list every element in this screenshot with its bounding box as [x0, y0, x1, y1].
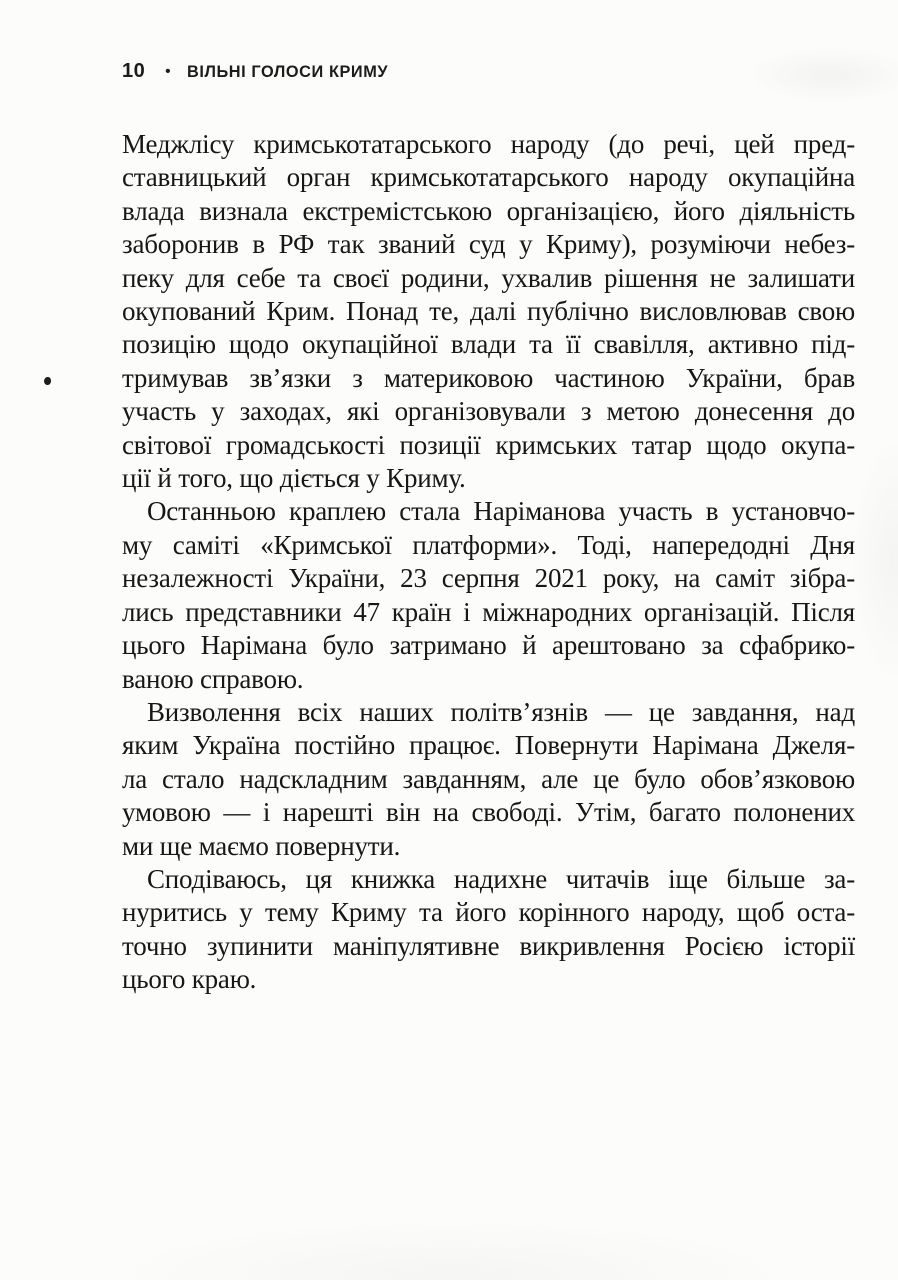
text-line: тримував зв’язки з материковою частиною України, брав [122, 362, 855, 393]
text-line: цього Нарімана було затримано й арештовано за сфабрико- [122, 630, 855, 661]
text-line: нуритись у тему Криму та його корінного народу, щоб оста- [122, 897, 855, 928]
text-line: заборонив в РФ так званий суд у Криму), розуміючи небез- [122, 229, 855, 260]
text-line: пеку для себе та своєї родини, ухвалив рішення не залишати [122, 262, 855, 293]
text-line: окупований Крим. Понад те, далі публічно висловлював свою [122, 296, 855, 327]
text-line: Останньою краплею стала Наріманова участь в установчо- [147, 496, 855, 527]
paragraph [122, 863, 855, 997]
running-title: ВІЛЬНІ ГОЛОСИ КРИМУ [186, 61, 388, 81]
text-line: Визволення всіх наших політв’язнів — це завдання, над [147, 696, 855, 727]
paragraph [122, 128, 855, 495]
text-line: Меджлісу кримськотатарського народу (до речі, цей пред- [122, 129, 855, 159]
text-line: ваною справою. [122, 663, 304, 694]
text-line: ла стало надскладним завданням, але це було обов’язковою [122, 763, 855, 794]
page-number: 10 [122, 60, 146, 82]
text-line: умовою — і нарешті він на свободі. Утім, багато полонених [122, 797, 855, 828]
paragraph [122, 696, 855, 863]
text-line: Сподіваюсь, ця книжка надихне читачів іще більше за- [147, 863, 855, 894]
running-header [122, 60, 396, 83]
text-line: ставницький орган кримськотатарського народу окупаційна [122, 162, 855, 193]
text-line: участь у заходах, які організовували з метою донесення до [122, 396, 855, 427]
text-line: світової громадськості позиції кримських татар щодо окупа- [122, 429, 855, 460]
text-line: ми ще маємо повернути. [122, 830, 401, 861]
text-line: цього краю. [122, 964, 257, 995]
text-line: точно зупинити маніпулятивне викривлення Росією історії [122, 930, 855, 961]
text-line: му саміті «Кримської платформи». Тоді, напередодні Дня [122, 529, 855, 560]
text-line: ції й того, що діється у Криму. [122, 463, 466, 494]
page-body-text [122, 128, 855, 997]
bullet-icon: • [165, 63, 171, 80]
ink-speck [44, 377, 51, 385]
text-line: лись представники 47 країн і міжнародних організацій. Після [122, 596, 855, 627]
text-line: влада визнала екстремістською організацією, його діяльність [122, 195, 855, 226]
paragraph [122, 495, 855, 695]
text-line: незалежності України, 23 серпня 2021 року, на саміт зібра- [122, 563, 855, 594]
text-line: позицію щодо окупаційної влади та її свавілля, активно під- [122, 329, 855, 360]
text-line: яким Україна постійно працює. Повернути Нарімана Джеля- [122, 730, 855, 761]
